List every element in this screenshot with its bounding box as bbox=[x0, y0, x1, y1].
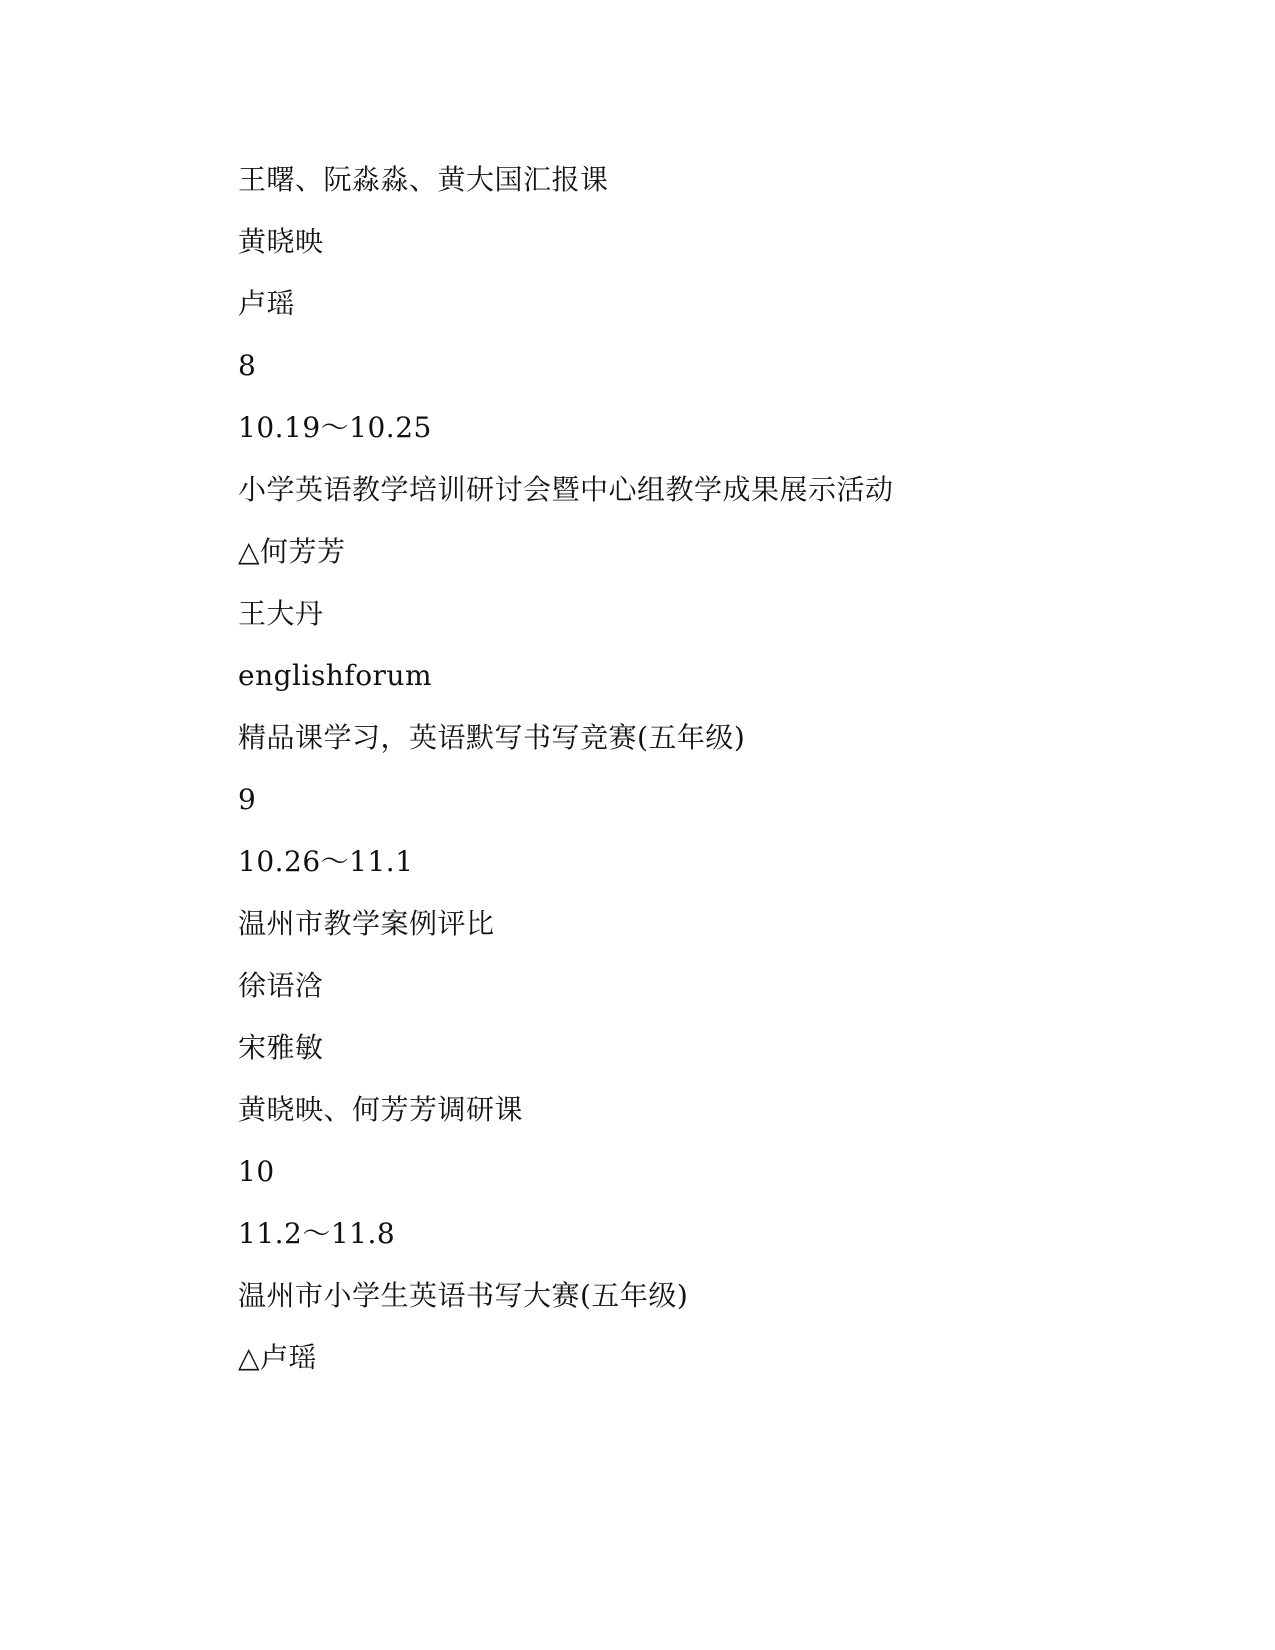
text-line-name: 徐语浛 bbox=[238, 969, 324, 1002]
text-line-name: △何芳芳 bbox=[238, 535, 346, 568]
text-line-week-number: 8 bbox=[238, 349, 257, 382]
text-line-name: 卢瑶 bbox=[238, 287, 296, 320]
text-line-date-range: 10.19～10.25 bbox=[238, 411, 432, 444]
text-line-date-range: 10.26～11.1 bbox=[238, 845, 414, 878]
text-line-activity: 小学英语教学培训研讨会暨中心组教学成果展示活动 bbox=[238, 473, 894, 506]
text-line-research-lesson: 黄晓映、何芳芳调研课 bbox=[238, 1093, 524, 1126]
text-line-date-range: 11.2～11.8 bbox=[238, 1217, 396, 1250]
text-line-week-number: 9 bbox=[238, 783, 257, 816]
text-line-activity: 温州市教学案例评比 bbox=[238, 907, 495, 940]
text-line-name: △卢瑶 bbox=[238, 1341, 318, 1374]
text-line-name: 宋雅敏 bbox=[238, 1031, 324, 1064]
text-line-name: 王大丹 bbox=[238, 597, 324, 630]
text-line-activity: 温州市小学生英语书写大赛(五年级) bbox=[238, 1279, 689, 1312]
text-line-week-number: 10 bbox=[238, 1155, 275, 1188]
text-line-forum: englishforum bbox=[238, 659, 433, 692]
text-line-report-lesson: 王曙、阮淼淼、黄大国汇报课 bbox=[238, 163, 609, 196]
text-line-activity: 精品课学习，英语默写书写竞赛(五年级) bbox=[238, 721, 746, 754]
document-body bbox=[238, 162, 894, 1402]
text-line-name: 黄晓映 bbox=[238, 225, 324, 258]
